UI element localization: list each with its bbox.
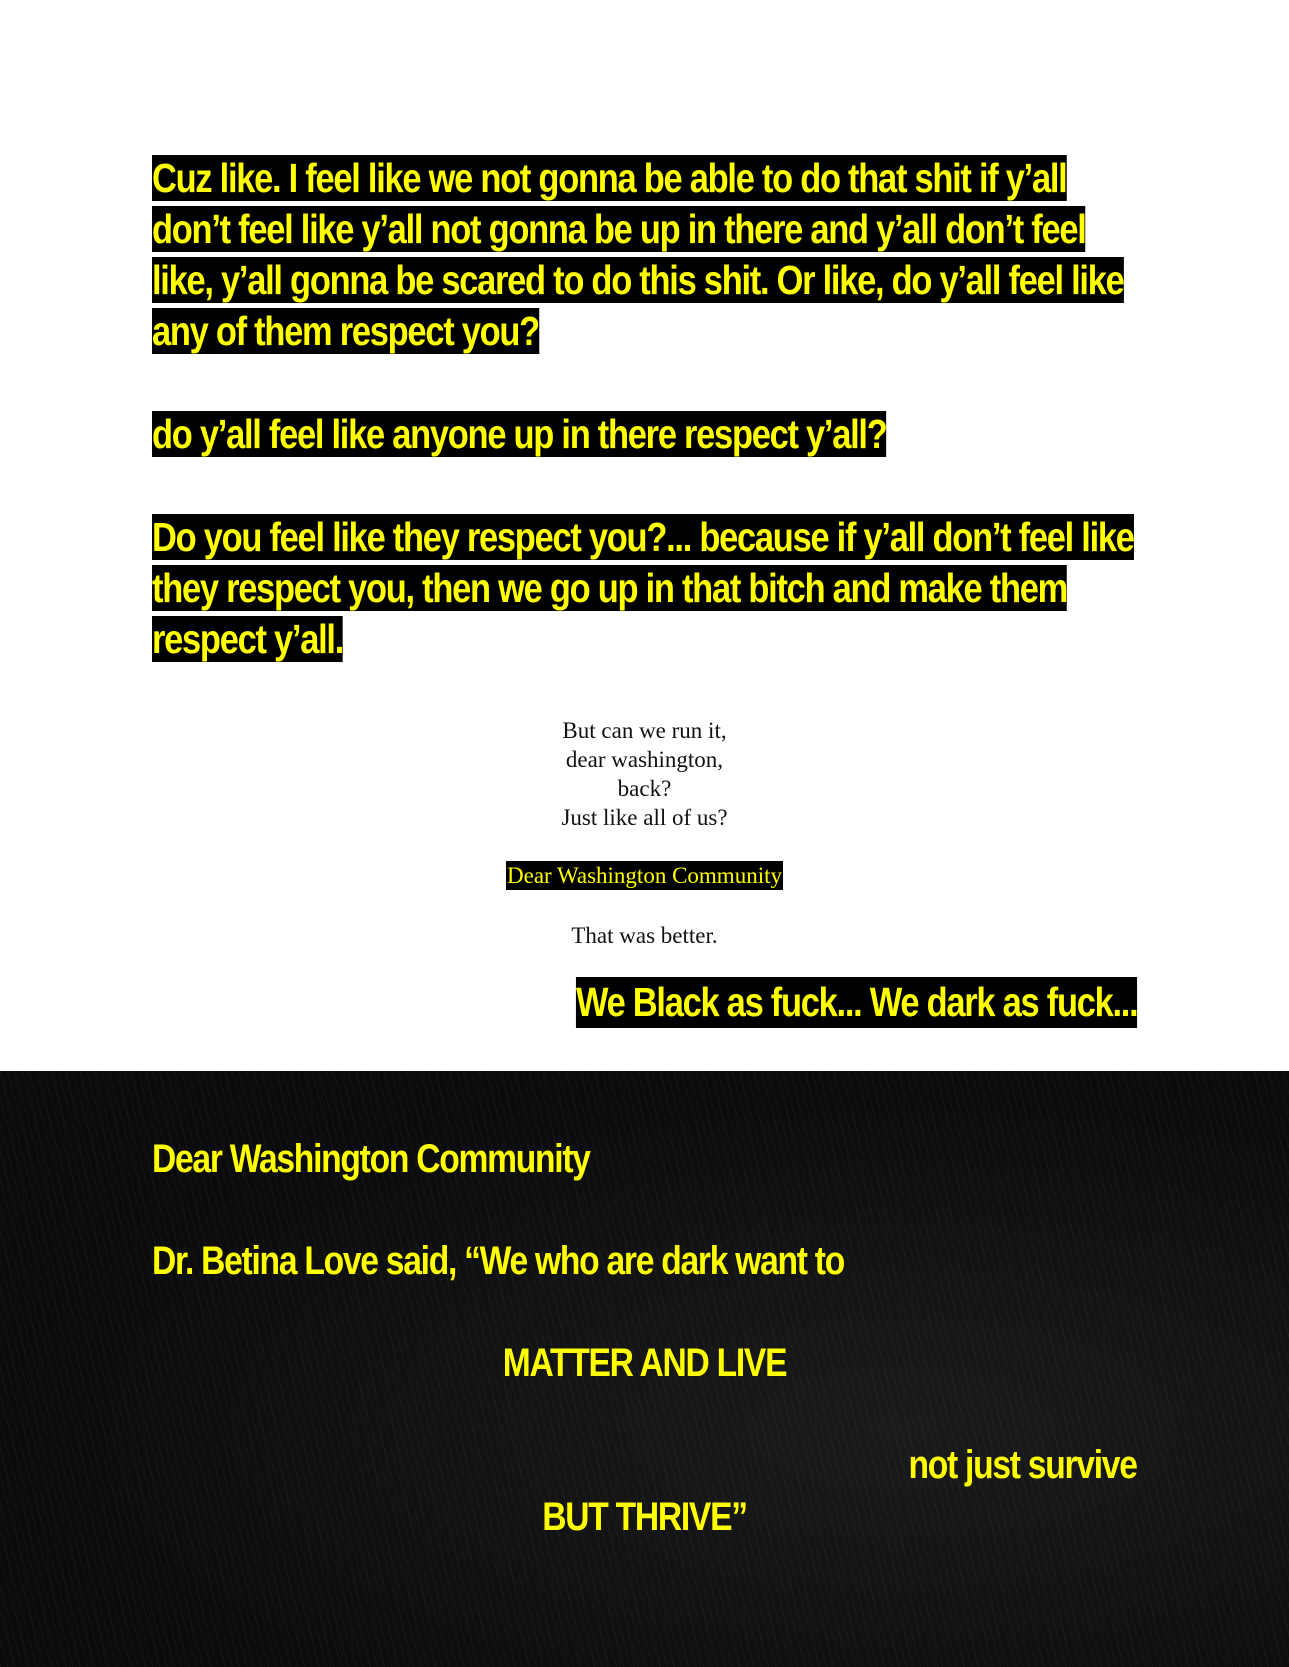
community-banner-row [0,861,1289,890]
quote-text-3: Do you feel like they respect you?... because if y’all don’t feel like they respect you, then we go up in that bitch and make them respect y’all. [152,514,1134,662]
closing-greeting: Dear Washington Community [152,1137,590,1181]
quote-block-1 [152,153,1124,357]
poem-stanza [0,716,1289,832]
quote-block-2 [152,409,979,460]
matter-and-live: MATTER AND LIVE [502,1341,787,1385]
dark-statement-row [469,977,1137,1028]
poem-line: dear washington, [565,747,724,772]
quote-text-1: Cuz like. I feel like we not gonna be able to do that shit if y’all don’t feel like y’all not gonna be up in there and y’all don’t feel like, y’all gonna be scared to do this shit. Or like, do y’all feel like any of them respect you? [152,155,1124,354]
dark-statement: We Black as fuck... We dark as fuck... [576,977,1137,1028]
poem-line: But can we run it, [562,718,727,743]
poem-line: Just like all of us? [561,805,728,830]
quote-intro: Dr. Betina Love said, “We who are dark want to [152,1239,845,1283]
after-banner-text: That was better. [571,923,718,948]
dark-panel [0,1071,1289,1667]
quote-block-3 [152,512,1134,665]
but-thrive: BUT THRIVE” [542,1495,747,1539]
community-banner: Dear Washington Community [507,863,782,888]
quote-text-2: do y’all feel like anyone up in there respect y’all? [152,411,887,457]
poem-line: back? [617,776,672,801]
not-just-survive: not just survive [908,1443,1137,1487]
